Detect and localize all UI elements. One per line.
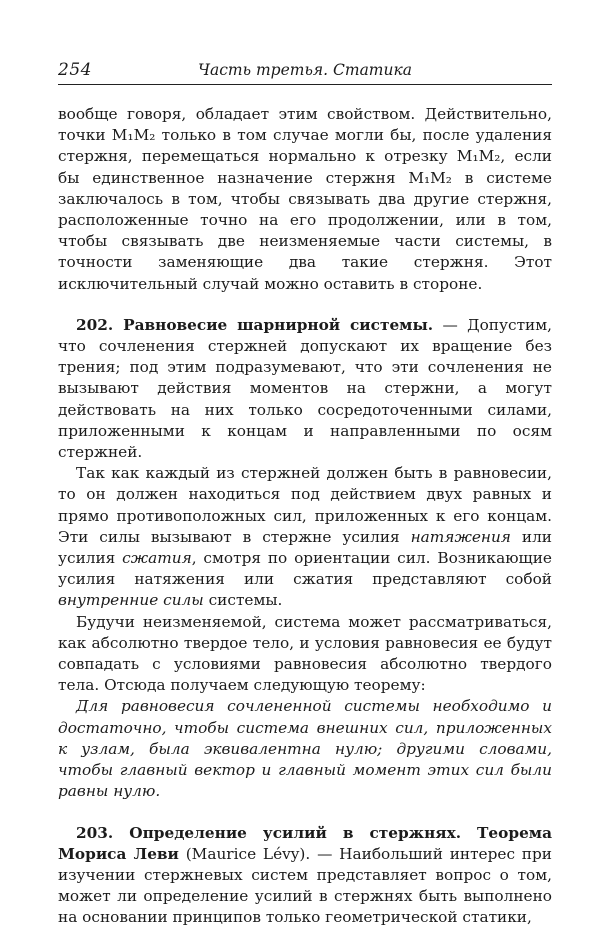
page-number: 254 [58, 60, 92, 80]
section-gap [58, 803, 552, 823]
term-tension: натяжения [410, 527, 511, 546]
section-gap [58, 295, 552, 315]
term-compression: сжатия [122, 549, 192, 568]
paragraph-continuation: вообще говоря, обладает этим свойством. Действительно, точки M₁M₂ только в том случае могли бы, после удаления стержня, перемещаться нормально к отрезку M₁M₂, если бы единственное назначение стержня M₁M₂ в системе заключалось в том, чтобы связывать два другие стержня, расположенные точно на его продолжении, или в том, чтобы связывать две неизменяемые части системы, в точности заменяющие два такие стержня. Этот исключительный случай можно оставить в стороне. [58, 105, 552, 293]
section-203-title: 203. Определение усилий в стержнях. Теорема Мориса Леви [58, 823, 552, 863]
text-run: Так как каждый из стержней должен быть в равновесии, то он должен находиться под действием двух равных и прямо противоположных сил, приложенных к его концам. Эти силы вызывают в стержне усилия [58, 464, 552, 546]
section-203-intro-text: — Наибольший интерес при изучении стержневых систем представляет вопрос о том, может ли определение усилий в стержнях быть выполнено на основании принципов только геометрической статики, [58, 844, 552, 927]
section-202-title: 202. Равновесие шарнирной системы. [76, 315, 434, 334]
running-title: Часть третья. Статика [198, 61, 412, 79]
section-202-paragraph-forces [58, 463, 552, 611]
section-202-intro-text: — Допустим, что сочленения стержней допускают их вращение без трения; под этим подразумевают, что эти сочленения не вызывают действия моментов на стержни, а могут действовать на них только сосредоточенными силами, приложенными к концам и направленными по осям стержней. [58, 315, 552, 462]
term-internal-forces: внутренние силы [58, 591, 204, 610]
section-203-intro [58, 823, 552, 929]
theorem-statement: Для равновесия сочлененной системы необходимо и достаточно, чтобы система внешних сил, приложенных к узлам, была эквивалентна нулю; другими словами, чтобы главный вектор и главный момент этих сил были равны нулю. [58, 697, 552, 801]
text-run: , смотря по ориентации сил. Возникающие усилия натяжения или сжатия представляют собой [58, 549, 552, 589]
section-202-paragraph-rigid: Будучи неизменяемой, система может рассматриваться, как абсолютно твердое тело, и условия равновесия ее будут совпадать с условиями равновесия абсолютно твердого тела. Отсюда получаем следующую теорему: [58, 612, 552, 695]
section-203-latin-name: (Maurice Lévy). [178, 844, 311, 863]
text-run: системы. [203, 591, 283, 610]
page-body [58, 104, 552, 929]
page-header [58, 58, 552, 85]
text-run: или усилия [58, 527, 552, 568]
section-202-intro [58, 315, 552, 463]
